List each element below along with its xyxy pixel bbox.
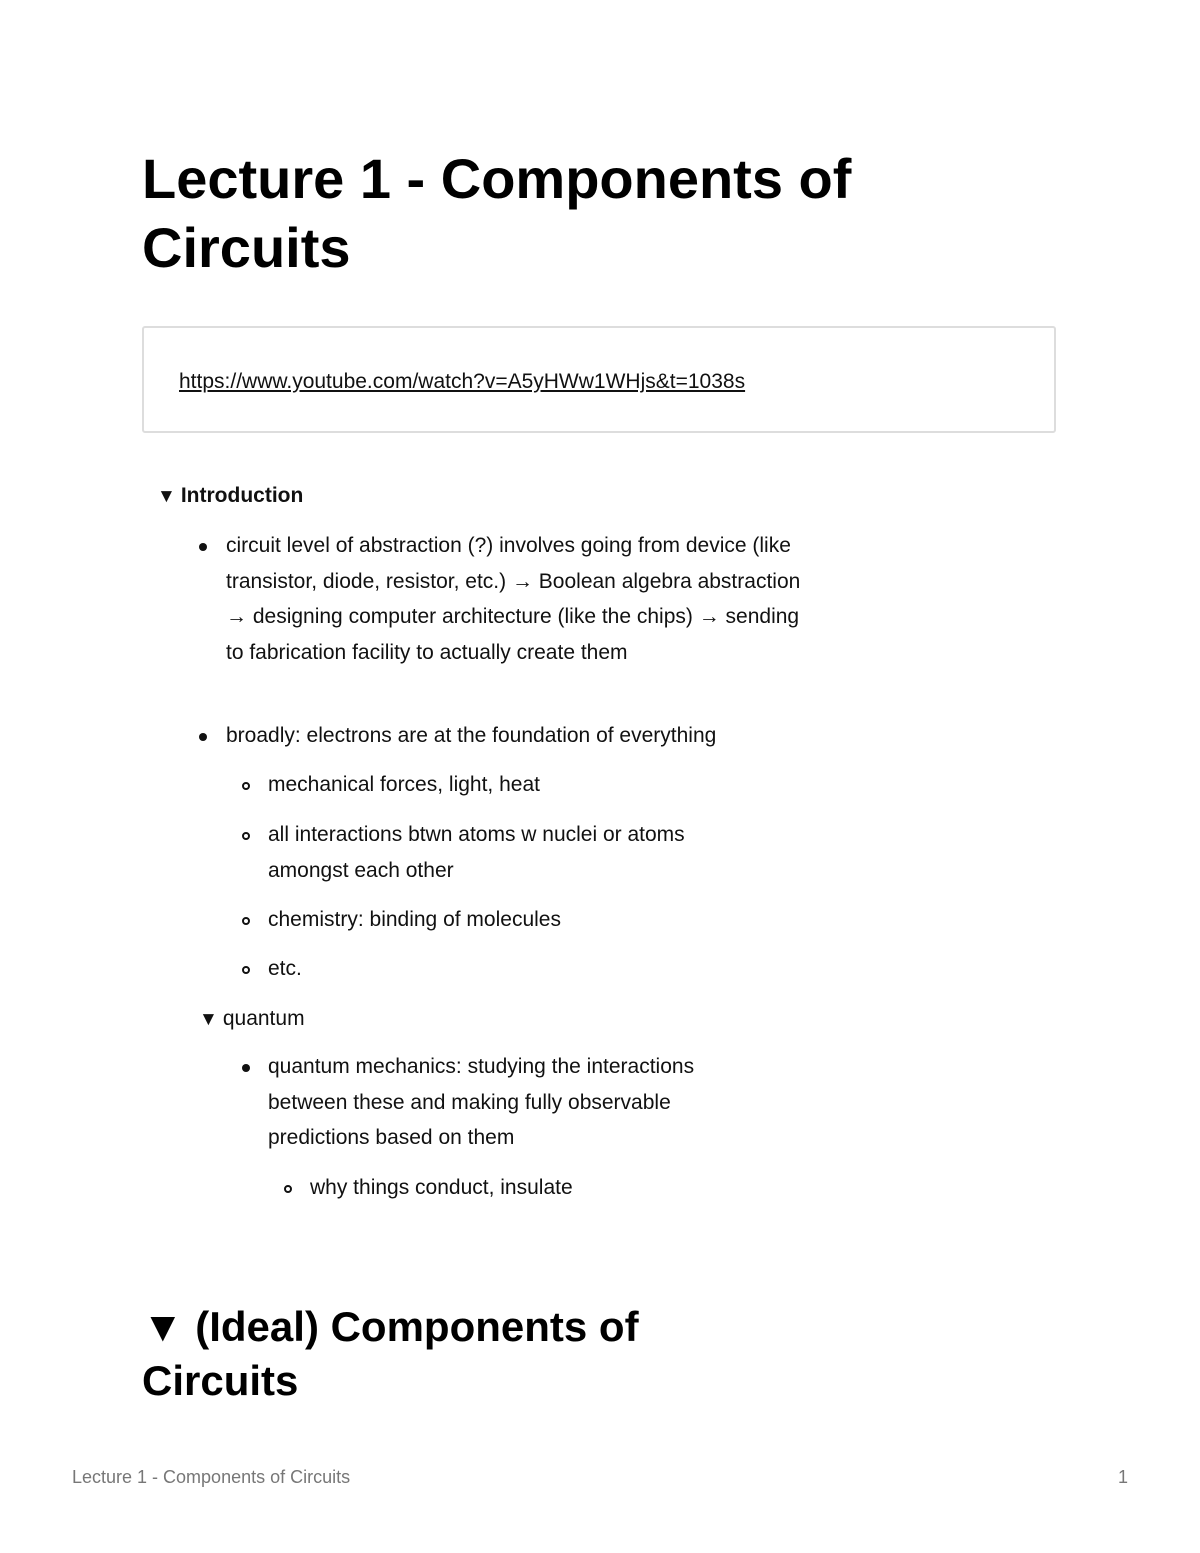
introduction-toggle[interactable] [157, 483, 303, 510]
list-item: why things conduct, insulate [310, 1176, 573, 1199]
list-item: etc. [268, 957, 302, 980]
bullet-icon [199, 543, 207, 551]
triangle-down-icon[interactable]: ▼ [142, 1303, 184, 1350]
link-block [142, 326, 1056, 433]
hollow-bullet-icon [242, 917, 250, 925]
list-item: broadly: electrons are at the foundation of everything [226, 724, 717, 747]
triangle-down-icon[interactable]: ▼ [157, 486, 176, 507]
hollow-bullet-icon [242, 832, 250, 840]
bullet-icon [242, 1064, 250, 1072]
bullet-icon [199, 733, 207, 741]
youtube-link[interactable]: https://www.youtube.com/watch?v=A5yHWw1WHjs&t=1038s [179, 370, 746, 393]
list-item: quantum mechanics: studying the interactions between these and making fully observable predictions based on them [268, 1055, 695, 1149]
page-title: Lecture 1 - Components of Circuits [142, 147, 852, 279]
section-heading-toggle[interactable] [142, 1300, 762, 1408]
quantum-label: quantum [222, 1007, 305, 1030]
hollow-bullet-icon [242, 782, 250, 790]
list-item: mechanical forces, light, heat [268, 773, 540, 796]
list-item: all interactions btwn atoms w nuclei or atoms amongst each other [268, 823, 685, 882]
quantum-toggle[interactable] [199, 1006, 305, 1033]
triangle-down-icon[interactable]: ▼ [199, 1009, 218, 1030]
footer-title: Lecture 1 - Components of Circuits [72, 1467, 351, 1487]
list-item: circuit level of abstraction (?) involves going from device (like transistor, diode, resistor, etc.) → Boolean algebra abstraction → designing computer architecture (like the chips) → sending to fabrication facility to actually create them [226, 534, 801, 664]
list-item: chemistry: binding of molecules [268, 908, 561, 931]
introduction-label: Introduction [180, 484, 304, 507]
hollow-bullet-icon [242, 966, 250, 974]
section-title: (Ideal) Components of Circuits [142, 1303, 639, 1404]
page-number: 1 [1118, 1467, 1129, 1487]
hollow-bullet-icon [284, 1185, 292, 1193]
